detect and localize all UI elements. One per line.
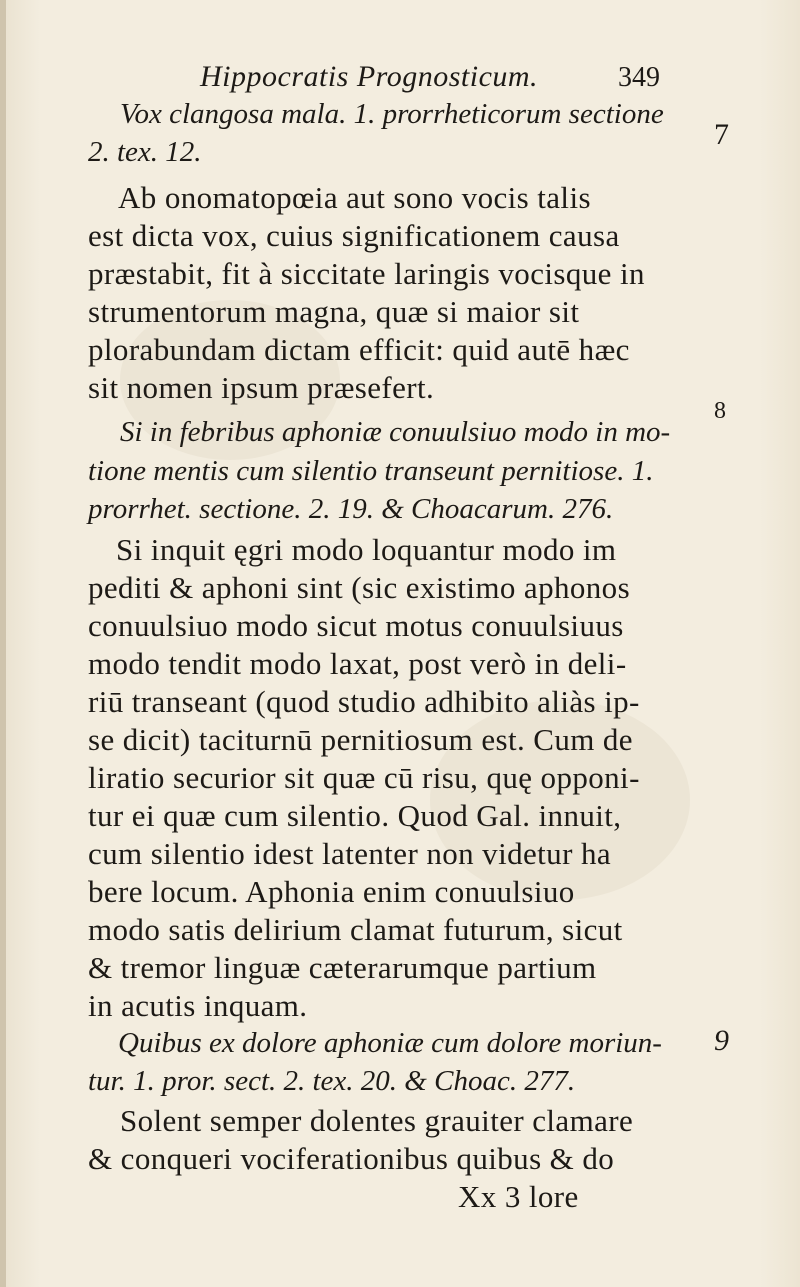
body-text-line: se dicit) taciturnū pernitiosum est. Cum de xyxy=(88,722,633,757)
body-text-line: in acutis inquam. xyxy=(88,988,308,1023)
italic-heading-line: Vox clangosa mala. 1. prorrheticorum sectione xyxy=(120,98,664,130)
italic-heading-line: tione mentis cum silentio transeunt pernitiose. 1. xyxy=(88,455,654,487)
margin-number: 9 xyxy=(714,1024,729,1057)
body-text-line: plorabundam dictam efficit: quid autē hæc xyxy=(88,332,630,367)
margin-number: 8 xyxy=(714,398,726,424)
body-text-line: sit nomen ipsum præsefert. xyxy=(88,370,435,405)
body-text-line: modo tendit modo laxat, post verò in deli- xyxy=(88,646,627,681)
body-text-line: riū transeant (quod studio adhibito aliàs ip- xyxy=(88,684,640,719)
body-text-line: præstabit, fit à siccitate laringis vocisque in xyxy=(88,256,645,291)
binding-gutter xyxy=(0,0,6,1287)
running-title: Hippocratis Prognosticum. xyxy=(200,60,539,93)
body-text-line: conuulsiuo modo sicut motus conuulsiuus xyxy=(88,608,624,643)
body-text-line: Xx 3 lore xyxy=(458,1179,579,1214)
body-text-line: cum silentio idest latenter non videtur ha xyxy=(88,836,612,871)
body-text-line: Solent semper dolentes grauiter clamare xyxy=(120,1103,634,1138)
body-text-line: Si inquit ęgri modo loquantur modo im xyxy=(116,532,617,567)
body-text-line: strumentorum magna, quæ si maior sit xyxy=(88,294,580,329)
page-header xyxy=(200,60,660,100)
italic-heading-line: Si in febribus aphoniæ conuulsiuo modo in mo- xyxy=(120,416,671,448)
italic-heading-line: tur. 1. pror. sect. 2. tex. 20. & Choac. 277. xyxy=(88,1065,576,1097)
body-text-line: est dicta vox, cuius significationem causa xyxy=(88,218,620,253)
italic-heading-line: 2. tex. 12. xyxy=(88,136,202,168)
italic-heading-line: Quibus ex dolore aphoniæ cum dolore moriun- xyxy=(118,1027,662,1059)
body-text-line: Ab onomatopœia aut sono vocis talis xyxy=(118,180,591,215)
page-number: 349 xyxy=(618,62,660,93)
body-text-line: modo satis delirium clamat futurum, sicut xyxy=(88,912,623,947)
italic-heading-line: prorrhet. sectione. 2. 19. & Choacarum. 276. xyxy=(88,493,614,525)
body-text-line: pediti & aphoni sint (sic existimo aphonos xyxy=(88,570,631,605)
body-text-line: & conqueri vociferationibus quibus & do xyxy=(88,1141,615,1176)
margin-number: 7 xyxy=(714,118,729,151)
body-text-line: & tremor linguæ cæterarumque partium xyxy=(88,950,597,985)
body-text-line: liratio securior sit quæ cū risu, quę opponi- xyxy=(88,760,640,795)
body-text-line: tur ei quæ cum silentio. Quod Gal. innuit, xyxy=(88,798,622,833)
body-text-line: bere locum. Aphonia enim conuulsiuo xyxy=(88,874,575,909)
